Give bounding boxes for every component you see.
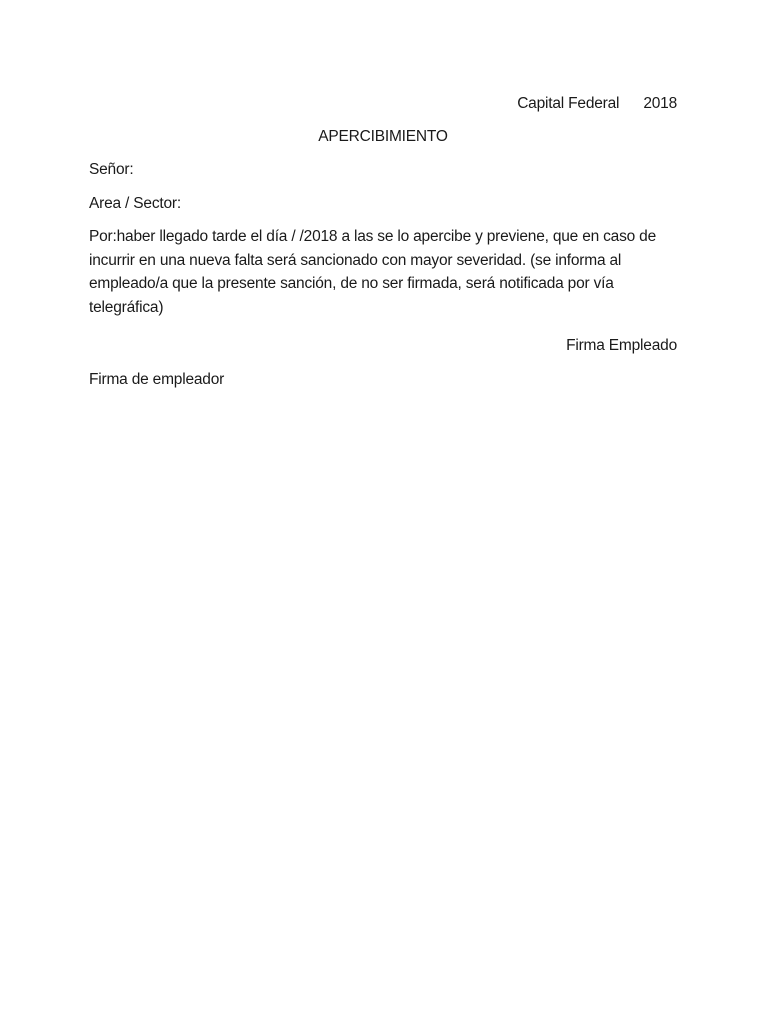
employer-signature-label: Firma de empleador <box>89 371 225 388</box>
body-line-3: empleado/a que la presente sanción, de no ser firmada, será notificada por vía telegráfica) <box>89 275 614 316</box>
body-line-1: Por:haber llegado tarde el día / /2018 a las se lo apercibe y previene, que en caso de <box>89 228 657 245</box>
area-sector-label: Area / Sector: <box>89 195 181 212</box>
senor-label: Señor: <box>89 161 134 178</box>
body-paragraph <box>89 225 683 319</box>
place-date-header <box>517 94 677 114</box>
year-text: 2018 <box>643 95 677 112</box>
body-line-2: incurrir en una nueva falta será sancionado con mayor severidad. (se informa al <box>89 251 622 269</box>
place-text: Capital Federal <box>517 95 620 112</box>
employee-signature-label: Firma Empleado <box>566 337 677 354</box>
document-title <box>0 127 768 147</box>
title-text: APERCIBIMIENTO <box>318 128 448 145</box>
